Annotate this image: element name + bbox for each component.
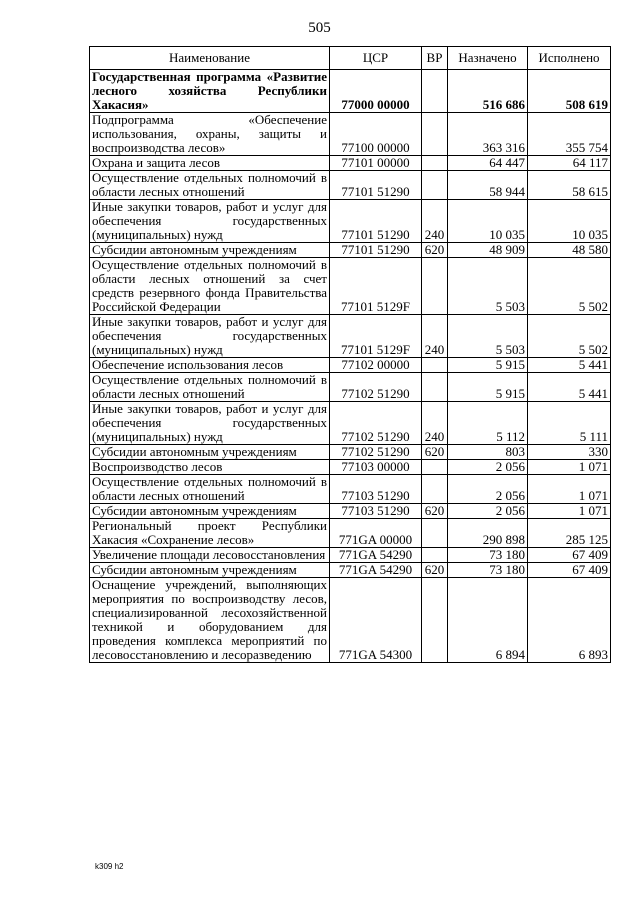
table-row bbox=[90, 548, 611, 563]
cell-assigned: 2 056 bbox=[448, 475, 528, 504]
cell-assigned: 2 056 bbox=[448, 460, 528, 475]
cell-vr bbox=[422, 519, 448, 548]
cell-executed: 285 125 bbox=[528, 519, 611, 548]
table-row bbox=[90, 578, 611, 663]
cell-vr: 620 bbox=[422, 563, 448, 578]
cell-csr: 77102 51290 bbox=[330, 402, 422, 445]
cell-vr bbox=[422, 460, 448, 475]
cell-executed: 67 409 bbox=[528, 563, 611, 578]
cell-name: Иные закупки товаров, работ и услуг для обеспечения государственных (муниципальных) нужд bbox=[90, 315, 330, 358]
cell-name: Осуществление отдельных полномочий в области лесных отношений bbox=[90, 373, 330, 402]
cell-csr: 77103 51290 bbox=[330, 504, 422, 519]
cell-assigned: 73 180 bbox=[448, 548, 528, 563]
cell-csr: 771GA 54300 bbox=[330, 578, 422, 663]
table-row bbox=[90, 315, 611, 358]
cell-vr bbox=[422, 258, 448, 315]
cell-vr bbox=[422, 113, 448, 156]
cell-csr: 771GA 00000 bbox=[330, 519, 422, 548]
table-row bbox=[90, 563, 611, 578]
cell-name: Осуществление отдельных полномочий в области лесных отношений за счет средств резервного фонда Правительства Российской Федерации bbox=[90, 258, 330, 315]
table-row bbox=[90, 113, 611, 156]
cell-name: Подпрограмма «Обеспечение использования, охраны, защиты и воспроизводства лесов» bbox=[90, 113, 330, 156]
cell-assigned: 2 056 bbox=[448, 504, 528, 519]
table-row bbox=[90, 200, 611, 243]
cell-executed: 48 580 bbox=[528, 243, 611, 258]
table-row bbox=[90, 258, 611, 315]
cell-name: Субсидии автономным учреждениям bbox=[90, 243, 330, 258]
table-row bbox=[90, 519, 611, 548]
cell-name: Осуществление отдельных полномочий в области лесных отношений bbox=[90, 171, 330, 200]
cell-executed: 330 bbox=[528, 445, 611, 460]
cell-name: Региональный проект Республики Хакасия «Сохранение лесов» bbox=[90, 519, 330, 548]
cell-csr: 77102 51290 bbox=[330, 445, 422, 460]
cell-executed: 1 071 bbox=[528, 475, 611, 504]
cell-vr bbox=[422, 70, 448, 113]
cell-assigned: 5 112 bbox=[448, 402, 528, 445]
cell-csr: 77101 5129F bbox=[330, 258, 422, 315]
cell-executed: 5 502 bbox=[528, 315, 611, 358]
cell-name: Обеспечение использования лесов bbox=[90, 358, 330, 373]
cell-executed: 5 111 bbox=[528, 402, 611, 445]
cell-executed: 1 071 bbox=[528, 460, 611, 475]
header-csr: ЦСР bbox=[330, 47, 422, 70]
cell-executed: 5 441 bbox=[528, 358, 611, 373]
cell-executed: 58 615 bbox=[528, 171, 611, 200]
cell-executed: 6 893 bbox=[528, 578, 611, 663]
cell-executed: 5 502 bbox=[528, 258, 611, 315]
page-number: 505 bbox=[308, 20, 331, 36]
cell-assigned: 73 180 bbox=[448, 563, 528, 578]
footer-code: k309 h2 bbox=[95, 862, 124, 871]
cell-name: Иные закупки товаров, работ и услуг для обеспечения государственных (муниципальных) нужд bbox=[90, 200, 330, 243]
table-row bbox=[90, 402, 611, 445]
cell-csr: 77000 00000 bbox=[330, 70, 422, 113]
header-name: Наименование bbox=[90, 47, 330, 70]
table-row bbox=[90, 445, 611, 460]
budget-table bbox=[89, 46, 611, 663]
table-body bbox=[90, 70, 611, 663]
cell-csr: 771GA 54290 bbox=[330, 548, 422, 563]
cell-executed: 1 071 bbox=[528, 504, 611, 519]
cell-name: Государственная программа «Развитие лесного хозяйства Республики Хакасия» bbox=[90, 70, 330, 113]
cell-assigned: 5 503 bbox=[448, 315, 528, 358]
cell-vr: 620 bbox=[422, 504, 448, 519]
cell-csr: 77103 00000 bbox=[330, 460, 422, 475]
table-row bbox=[90, 171, 611, 200]
cell-csr: 77101 51290 bbox=[330, 243, 422, 258]
header-assigned: Назначено bbox=[448, 47, 528, 70]
cell-executed: 10 035 bbox=[528, 200, 611, 243]
cell-csr: 77101 51290 bbox=[330, 171, 422, 200]
cell-name: Субсидии автономным учреждениям bbox=[90, 445, 330, 460]
cell-csr: 77101 00000 bbox=[330, 156, 422, 171]
cell-assigned: 803 bbox=[448, 445, 528, 460]
cell-assigned: 363 316 bbox=[448, 113, 528, 156]
cell-assigned: 5 915 bbox=[448, 373, 528, 402]
cell-vr: 620 bbox=[422, 445, 448, 460]
cell-name: Иные закупки товаров, работ и услуг для обеспечения государственных (муниципальных) нужд bbox=[90, 402, 330, 445]
cell-executed: 64 117 bbox=[528, 156, 611, 171]
cell-assigned: 48 909 bbox=[448, 243, 528, 258]
cell-assigned: 5 915 bbox=[448, 358, 528, 373]
cell-executed: 355 754 bbox=[528, 113, 611, 156]
cell-vr: 240 bbox=[422, 402, 448, 445]
cell-assigned: 64 447 bbox=[448, 156, 528, 171]
cell-name: Оснащение учреждений, выполняющих мероприятия по воспроизводству лесов, специализированной лесохозяйственной техникой и оборудованием для проведения комплекса мероприятий по лесовосстановлению и лесоразведению bbox=[90, 578, 330, 663]
cell-assigned: 6 894 bbox=[448, 578, 528, 663]
cell-csr: 77101 51290 bbox=[330, 200, 422, 243]
cell-assigned: 10 035 bbox=[448, 200, 528, 243]
table-row bbox=[90, 243, 611, 258]
cell-vr: 240 bbox=[422, 315, 448, 358]
table-header-row bbox=[90, 47, 611, 70]
cell-csr: 771GA 54290 bbox=[330, 563, 422, 578]
cell-assigned: 516 686 bbox=[448, 70, 528, 113]
cell-vr bbox=[422, 578, 448, 663]
table-row bbox=[90, 70, 611, 113]
cell-vr bbox=[422, 548, 448, 563]
cell-name: Увеличение площади лесовосстановления bbox=[90, 548, 330, 563]
cell-vr: 240 bbox=[422, 200, 448, 243]
cell-executed: 5 441 bbox=[528, 373, 611, 402]
cell-assigned: 290 898 bbox=[448, 519, 528, 548]
cell-name: Воспроизводство лесов bbox=[90, 460, 330, 475]
header-vr: ВР bbox=[422, 47, 448, 70]
header-executed: Исполнено bbox=[528, 47, 611, 70]
table-row bbox=[90, 504, 611, 519]
cell-name: Охрана и защита лесов bbox=[90, 156, 330, 171]
cell-assigned: 58 944 bbox=[448, 171, 528, 200]
table-row bbox=[90, 156, 611, 171]
cell-vr bbox=[422, 475, 448, 504]
cell-vr bbox=[422, 358, 448, 373]
cell-vr bbox=[422, 171, 448, 200]
cell-assigned: 5 503 bbox=[448, 258, 528, 315]
cell-csr: 77100 00000 bbox=[330, 113, 422, 156]
cell-executed: 508 619 bbox=[528, 70, 611, 113]
table-row bbox=[90, 460, 611, 475]
table-row bbox=[90, 475, 611, 504]
cell-csr: 77103 51290 bbox=[330, 475, 422, 504]
cell-csr: 77102 51290 bbox=[330, 373, 422, 402]
table-row bbox=[90, 358, 611, 373]
table-row bbox=[90, 373, 611, 402]
cell-name: Субсидии автономным учреждениям bbox=[90, 563, 330, 578]
cell-csr: 77101 5129F bbox=[330, 315, 422, 358]
cell-name: Субсидии автономным учреждениям bbox=[90, 504, 330, 519]
cell-vr: 620 bbox=[422, 243, 448, 258]
cell-vr bbox=[422, 156, 448, 171]
cell-csr: 77102 00000 bbox=[330, 358, 422, 373]
cell-name: Осуществление отдельных полномочий в области лесных отношений bbox=[90, 475, 330, 504]
cell-executed: 67 409 bbox=[528, 548, 611, 563]
cell-vr bbox=[422, 373, 448, 402]
